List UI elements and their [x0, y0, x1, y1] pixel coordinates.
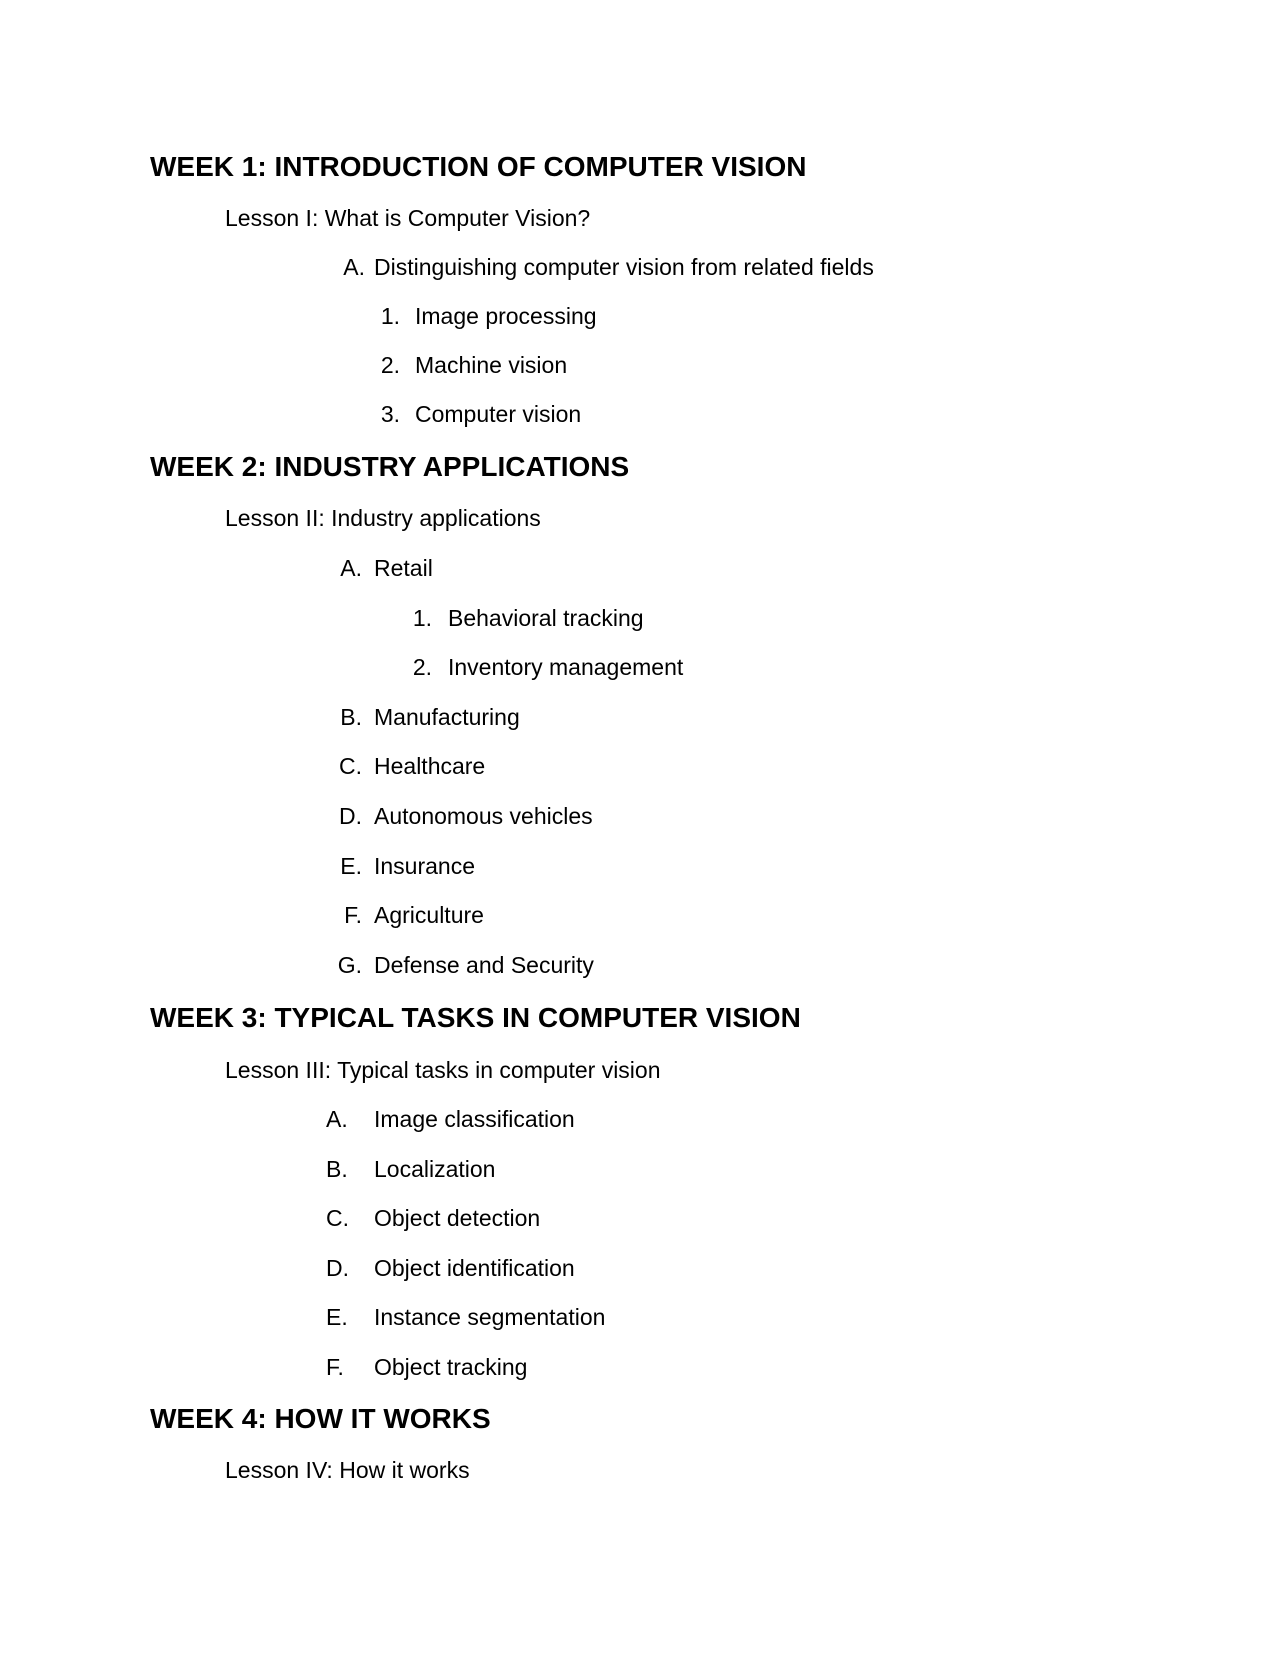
list-item-text: Insurance [374, 853, 476, 879]
list-marker: 1. [412, 605, 432, 631]
list-marker: 2. [380, 352, 400, 378]
list-item-text: Object detection [374, 1205, 541, 1231]
list-item-text: Defense and Security [374, 952, 594, 978]
list-item-text: Retail [374, 555, 433, 581]
list-item-text: Localization [374, 1156, 496, 1182]
list-item-text: Agriculture [374, 902, 484, 928]
list-item-text: Autonomous vehicles [374, 803, 593, 829]
list-marker: F. [326, 1354, 344, 1380]
list-marker: A. [343, 254, 365, 280]
list-marker: 2. [412, 654, 432, 680]
week-1-heading: WEEK 1: INTRODUCTION OF COMPUTER VISION [150, 151, 807, 182]
list-item-text: Object identification [374, 1255, 575, 1281]
list-marker: C. [326, 1205, 349, 1231]
list-marker: B. [340, 704, 362, 730]
list-item-text: Image processing [415, 303, 597, 329]
list-marker: F. [344, 902, 362, 928]
list-marker: A. [326, 1106, 348, 1132]
list-marker: G. [337, 952, 362, 978]
list-marker: D. [339, 803, 362, 829]
list-marker: 3. [380, 401, 400, 427]
list-marker: 1. [380, 303, 400, 329]
list-marker: D. [326, 1255, 349, 1281]
week-2-heading: WEEK 2: INDUSTRY APPLICATIONS [150, 451, 630, 482]
list-marker: A. [340, 555, 362, 581]
list-marker: C. [339, 753, 362, 779]
lesson-3-title: Lesson III: Typical tasks in computer vision [225, 1057, 661, 1083]
list-marker: E. [326, 1304, 348, 1330]
list-item-text: Manufacturing [374, 704, 520, 730]
lesson-4-title: Lesson IV: How it works [225, 1457, 470, 1483]
list-item-text: Computer vision [415, 401, 582, 427]
list-marker: B. [326, 1156, 348, 1182]
list-item-text: Machine vision [415, 352, 568, 378]
list-item-text: Object tracking [374, 1354, 528, 1380]
list-item-text: Instance segmentation [374, 1304, 606, 1330]
lesson-2-title: Lesson II: Industry applications [225, 505, 541, 531]
list-item-text: Inventory management [448, 654, 684, 680]
list-item-text: Image classification [374, 1106, 575, 1132]
week-4-heading: WEEK 4: HOW IT WORKS [150, 1403, 491, 1434]
list-item-text: Healthcare [374, 753, 486, 779]
lesson-1-title: Lesson I: What is Computer Vision? [225, 205, 591, 231]
list-item-text: Distinguishing computer vision from related fields [374, 254, 874, 280]
week-3-heading: WEEK 3: TYPICAL TASKS IN COMPUTER VISION [150, 1002, 801, 1033]
list-marker: E. [340, 853, 362, 879]
list-item-text: Behavioral tracking [448, 605, 644, 631]
